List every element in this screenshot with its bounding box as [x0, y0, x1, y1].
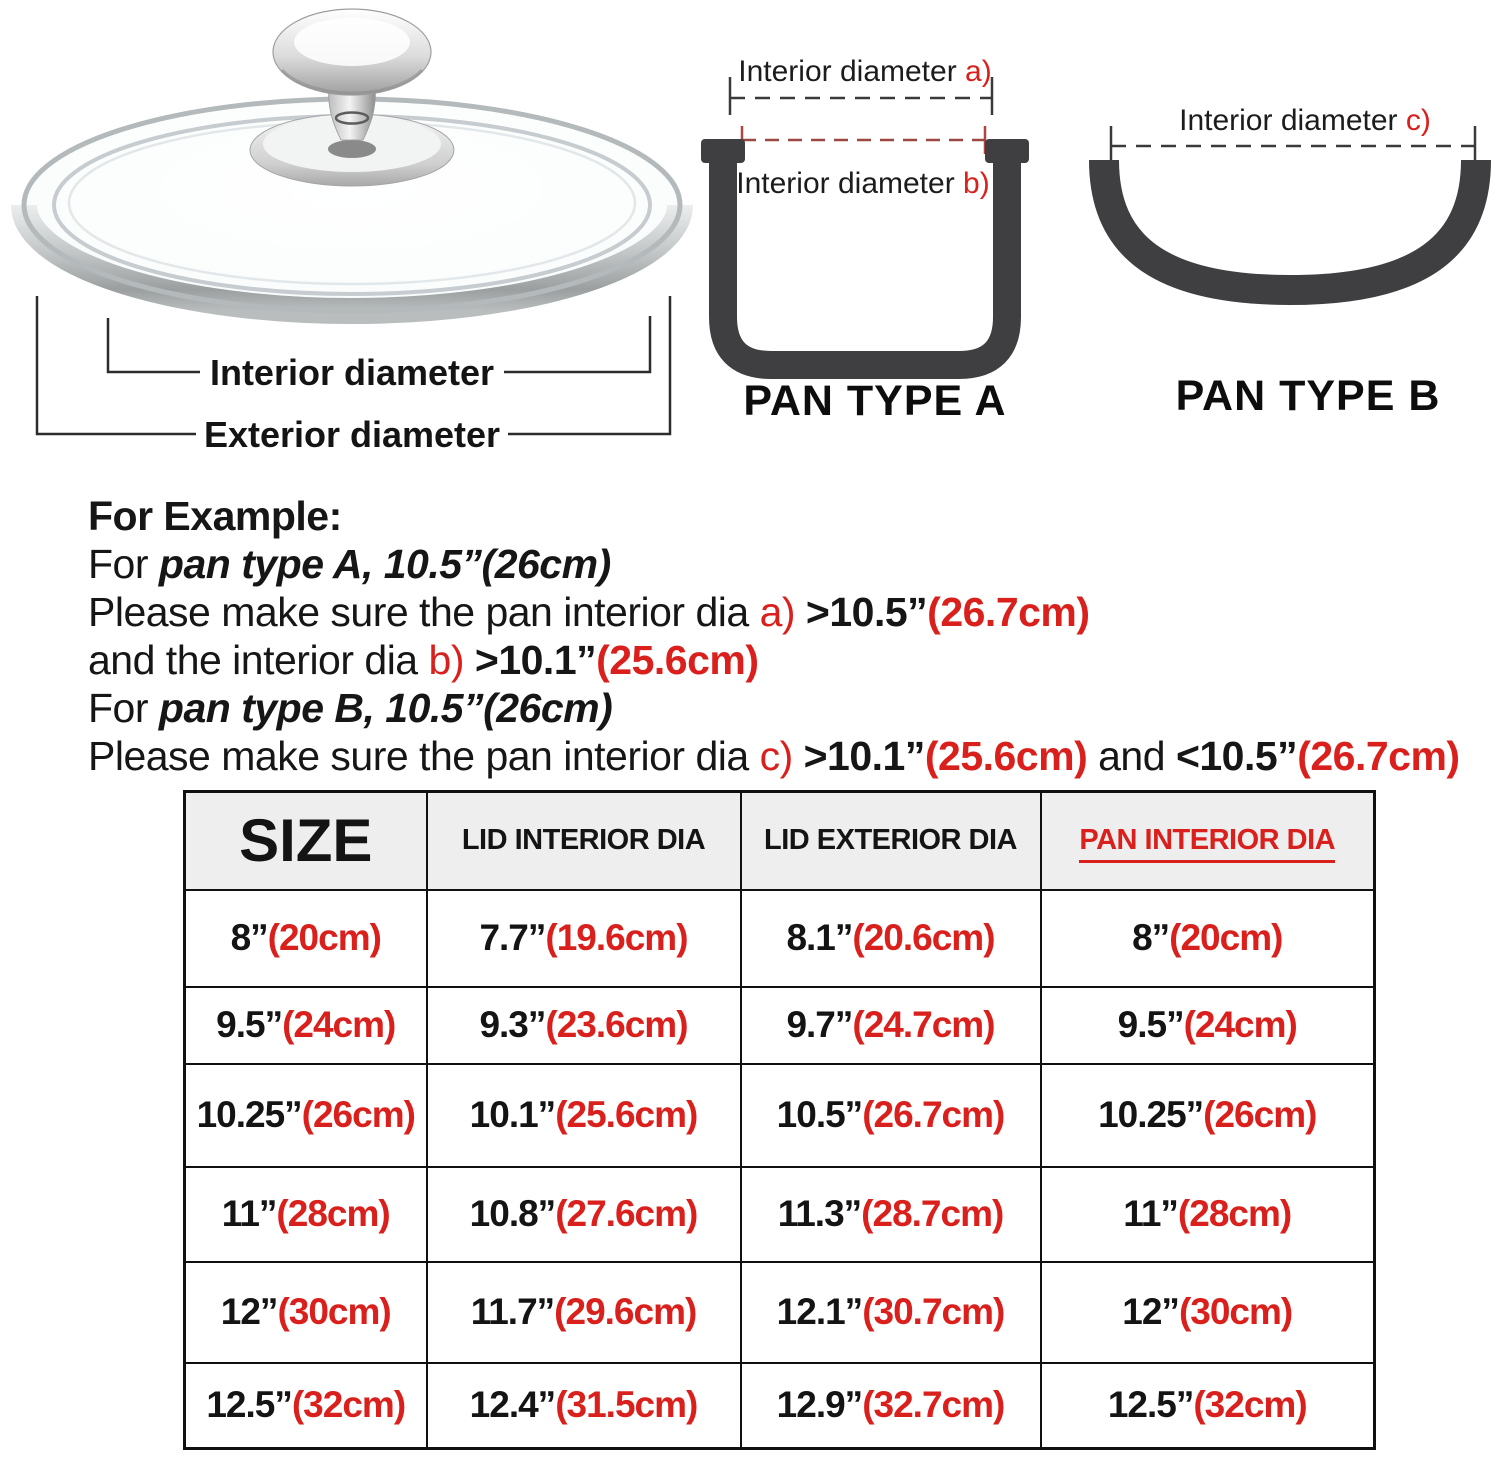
cm-value: (28.7cm): [861, 1193, 1004, 1234]
inch-value: 10.25”: [196, 1094, 302, 1135]
cm-value: (32cm): [1193, 1384, 1307, 1426]
table-cell: [1041, 987, 1375, 1064]
inch-value: 12”: [220, 1291, 278, 1332]
table-cell: [185, 890, 427, 987]
table-cell: [427, 1167, 741, 1262]
example-text-run: For Example:: [88, 493, 342, 539]
cm-value: (26cm): [1203, 1094, 1317, 1135]
inch-value: 12.5”: [1107, 1384, 1194, 1426]
example-text-run: pan type B, 10.5”(26cm): [158, 685, 613, 731]
dim-c-mark: c): [1405, 104, 1431, 137]
size-table-body: [185, 890, 1375, 1449]
table-cell: [1041, 1167, 1375, 1262]
table-cell: [427, 987, 741, 1064]
example-text-run: <10.5”: [1175, 733, 1298, 779]
inch-value: 8”: [1132, 917, 1170, 958]
example-text-run: Please make sure the pan interior dia: [88, 589, 760, 635]
cm-value: (29.6cm): [554, 1291, 697, 1332]
table-cell: [1041, 1064, 1375, 1167]
inch-value: 8”: [230, 917, 268, 958]
cm-value: (20.6cm): [852, 917, 995, 958]
dim-b-text: Interior diameter: [736, 167, 964, 200]
cm-value: (32cm): [291, 1384, 406, 1426]
example-line: [88, 684, 1492, 732]
cm-value: (19.6cm): [545, 917, 688, 958]
inch-value: 9.5”: [216, 1004, 283, 1045]
cm-value: (20cm): [1169, 917, 1283, 958]
dim-a-label: [738, 55, 991, 88]
inch-value: 12.9”: [776, 1384, 863, 1426]
example-line: [88, 540, 1492, 588]
table-cell: [427, 1363, 741, 1449]
table-cell: [741, 890, 1041, 987]
table-cell: [427, 890, 741, 987]
example-text-run: For: [88, 541, 159, 587]
dim-b-label: [736, 167, 989, 200]
example-line: [88, 732, 1492, 780]
example-line: [88, 588, 1492, 636]
dim-a-text: Interior diameter: [738, 55, 966, 88]
header-lid-exterior-dia: LID EXTERIOR DIA: [741, 792, 1041, 890]
table-row: [185, 1262, 1375, 1363]
inch-value: 11.7”: [470, 1291, 555, 1332]
pan-b-caption: PAN TYPE B: [1175, 372, 1441, 420]
table-cell: [1041, 1363, 1375, 1449]
inch-value: 10.1”: [469, 1094, 556, 1135]
table-row: [185, 987, 1375, 1064]
inch-value: 9.3”: [479, 1004, 546, 1045]
table-cell: [741, 1064, 1041, 1167]
knob-collar: [328, 140, 376, 158]
example-block: [88, 492, 1492, 780]
size-table-header: [185, 792, 1375, 890]
cm-value: (23.6cm): [545, 1004, 688, 1045]
pan-type-b-diagram: [1080, 60, 1500, 420]
cm-value: (25.6cm): [555, 1094, 698, 1135]
inch-value: 7.7”: [479, 917, 546, 958]
header-pan-interior-dia-text: PAN INTERIOR DIA: [1079, 824, 1335, 863]
cm-value: (31.5cm): [555, 1384, 698, 1426]
cm-value: (30.7cm): [862, 1291, 1005, 1332]
inch-value: 10.8”: [469, 1193, 556, 1234]
table-row: [185, 890, 1375, 987]
pan-type-a-diagram: [695, 35, 1035, 430]
pan-b-body: [1104, 160, 1476, 290]
cm-value: (30cm): [1178, 1291, 1293, 1332]
table-cell: [185, 1262, 427, 1363]
table-cell: [185, 1363, 427, 1449]
interior-bracket-right: [504, 316, 650, 372]
example-text-run: and: [1087, 733, 1176, 779]
example-line: [88, 492, 1492, 540]
example-line: [88, 636, 1492, 684]
cm-value: (26cm): [301, 1094, 415, 1135]
inch-value: 9.7”: [786, 1004, 853, 1045]
cm-value: (20cm): [267, 917, 381, 958]
inch-value: 10.5”: [776, 1094, 863, 1135]
table-cell: [185, 1064, 427, 1167]
table-cell: [1041, 890, 1375, 987]
cm-value: (24.7cm): [852, 1004, 995, 1045]
example-text-run: and the interior dia: [88, 637, 429, 683]
table-row: [185, 1064, 1375, 1167]
inch-value: 11”: [1123, 1193, 1178, 1234]
size-table: [183, 790, 1376, 1450]
header-row: [185, 792, 1375, 890]
pan-a-rim-flange-right: [985, 139, 1029, 163]
example-text-run: >10.1”: [792, 733, 925, 779]
interior-bracket-left: [108, 318, 200, 372]
example-text-run: >10.5”: [795, 589, 928, 635]
pan-a-caption: PAN TYPE A: [743, 377, 1007, 425]
table-cell: [427, 1064, 741, 1167]
cm-value: (24cm): [282, 1004, 396, 1045]
example-text-run: (25.6cm): [924, 733, 1088, 779]
example-text-run: Please make sure the pan interior dia: [88, 733, 760, 779]
table-row: [185, 1363, 1375, 1449]
exterior-bracket-left: [37, 296, 196, 434]
table-row: [185, 1167, 1375, 1262]
table-cell: [741, 1262, 1041, 1363]
inch-value: 11”: [221, 1193, 277, 1234]
header-lid-interior-dia: LID INTERIOR DIA: [427, 792, 741, 890]
lid-interior-diameter-label: Interior diameter: [209, 352, 495, 393]
cm-value: (27.6cm): [555, 1193, 698, 1234]
knob-top-highlight: [294, 18, 410, 66]
inch-value: 12”: [1122, 1291, 1179, 1332]
example-text-run: (26.7cm): [927, 589, 1090, 635]
cm-value: (30cm): [277, 1291, 391, 1332]
example-text-run: (26.7cm): [1297, 733, 1460, 779]
dim-a-mark: a): [965, 55, 992, 88]
cm-value: (26.7cm): [862, 1094, 1005, 1135]
table-cell: [741, 987, 1041, 1064]
example-text-run: pan type A, 10.5”(26cm): [158, 541, 611, 587]
cm-value: (28cm): [276, 1193, 390, 1234]
inch-value: 10.25”: [1098, 1094, 1204, 1135]
table-cell: [1041, 1262, 1375, 1363]
example-text-run: (25.6cm): [596, 637, 759, 683]
cm-value: (28cm): [1177, 1193, 1292, 1234]
example-text-run: c): [759, 733, 793, 779]
table-cell: [741, 1363, 1041, 1449]
inch-value: 12.4”: [469, 1384, 556, 1426]
example-text-run: For: [88, 685, 159, 731]
pan-a-rim-flange-left: [701, 139, 745, 163]
dim-c-label: [1179, 104, 1431, 137]
example-text-run: b): [428, 637, 464, 683]
table-cell: [741, 1167, 1041, 1262]
example-text-run: >10.1”: [463, 637, 597, 683]
inch-value: 8.1”: [786, 917, 853, 958]
table-cell: [185, 1167, 427, 1262]
cm-value: (24cm): [1183, 1004, 1297, 1045]
dim-c-text: Interior diameter: [1179, 104, 1406, 137]
cm-value: (32.7cm): [862, 1384, 1005, 1426]
header-size: SIZE: [185, 792, 427, 890]
header-pan-interior-dia: [1041, 792, 1375, 890]
inch-value: 9.5”: [1117, 1004, 1184, 1045]
inch-value: 11.3”: [777, 1193, 862, 1234]
exterior-bracket-right: [508, 296, 670, 434]
inch-value: 12.5”: [206, 1384, 292, 1426]
lid-diagram: [10, 0, 700, 470]
table-cell: [185, 987, 427, 1064]
example-text-run: a): [759, 589, 796, 635]
table-cell: [427, 1262, 741, 1363]
inch-value: 12.1”: [776, 1291, 863, 1332]
lid-exterior-diameter-label: Exterior diameter: [203, 414, 501, 455]
dim-b-mark: b): [963, 167, 990, 200]
